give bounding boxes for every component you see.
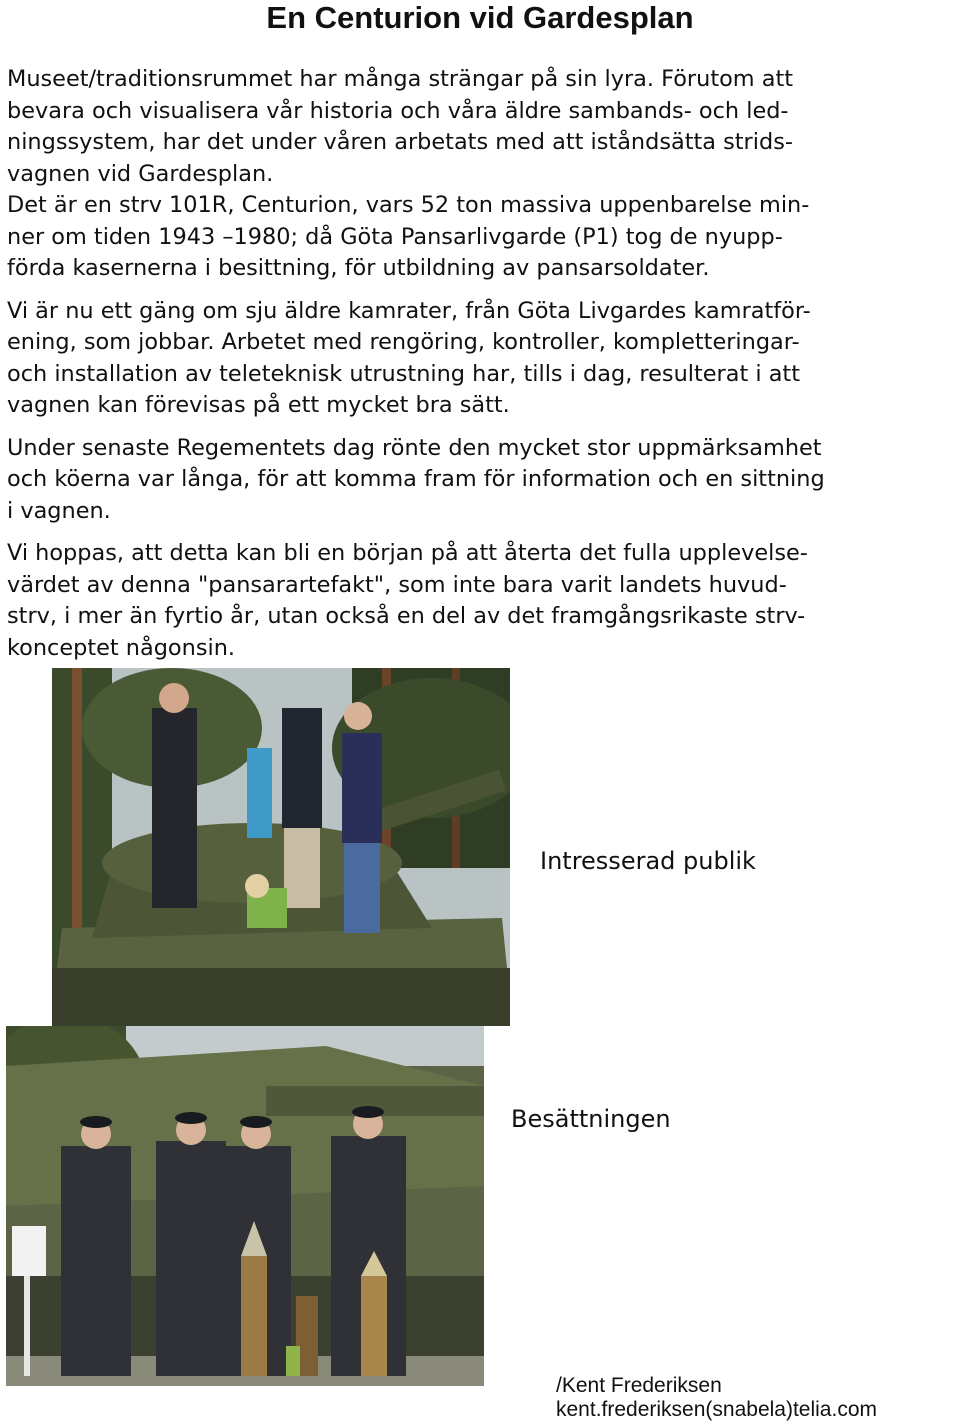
paragraph-team: Vi är nu ett gäng om sju äldre kamrater, från Göta Livgardes kamratför- ening, som jobbar. Arbetet med rengöring, kontroller, kompletteringar- och installation av teleteknisk utrustning har, tills i dag, resulterat i att vagnen kan förevisas på ett mycket bra sätt. [7,297,811,418]
photo-crew [6,1026,484,1386]
caption-crew: Besättningen [511,1105,671,1133]
paragraph-hope: Vi hoppas, att detta kan bli en början på att återta det fulla upplevelse- värdet av denna "pansarartefakt", som inte bara varit landets huvud- strv, i mer än fyrtio år, utan också en del av det framgångsrikaste strv- konceptet någonsin. [7,540,808,661]
page-title: En Centurion vid Gardesplan [266,0,694,35]
photo-public-on-tank [52,668,510,1026]
author-email: kent.frederiksen(snabela)telia.com [556,1397,877,1421]
paragraph-regiment-day: Under senaste Regementets dag rönte den mycket stor uppmärksamhet och köerna var långa, för att komma fram för information och en sittning i vagnen. [7,434,825,524]
article-body [7,64,959,675]
paragraph-intro: Museet/traditionsrummet har många strängar på sin lyra. Förutom att bevara och visualisera vår historia och våra äldre sambands- och led- ningssystem, har det under våren arbetats med att iståndsätta strids- vagnen vid Gardesplan. Det är en strv 101R, Centurion, vars 52 ton massiva uppenbarelse min- ner om tiden 1943 –1980; då Göta Pansarlivgarde (P1) tog de nyupp- förda kasernerna i besittning, för utbildning av pansarsoldater. [7,66,810,281]
caption-public: Intresserad publik [540,847,756,875]
signature [556,1374,877,1421]
author-name: /Kent Frederiksen [556,1374,722,1397]
